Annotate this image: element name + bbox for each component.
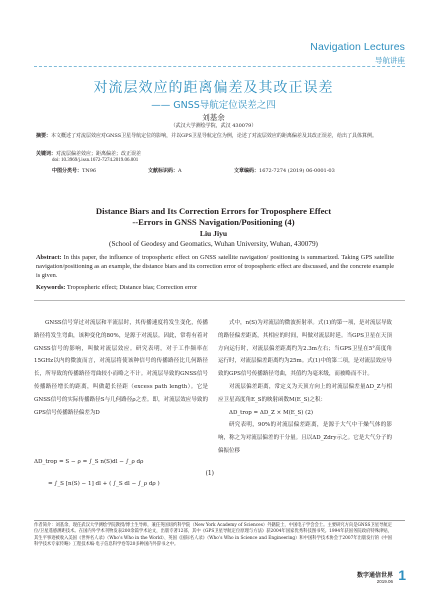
clc-label: 中图分类号： <box>52 168 83 174</box>
keywords-en-label: Keywords: <box>36 284 66 291</box>
abstract-en-text: In this paper, the influence of tropospheric effect on GNSS satellite navigation/ positioning is summarized. Taking GPS satellite navigation/positioning as an example, the distance biars and its correction error of tropospheric effect are discussed, and the concrete example is given. <box>36 254 394 279</box>
clc-value: TN96 <box>82 168 97 174</box>
equation-1-line-1: ΔD_trop = S − ρ = ∫_S n(S)dl − ∫_ρ dρ <box>34 459 144 465</box>
keywords-en-text: Tropospheric effect; Distance bias; Correction error <box>65 284 198 291</box>
keywords-cn-text: 对流层偏差效应；距离偏差；改正误差 <box>56 150 142 157</box>
body-paragraph: GNSS信号穿过对流层和平流层时，其传播速度将发生变化，传播路径将发生弯曲，该种变化的80%，是源于对流层。因此，常将有着对GNSS信号的影响，叫做对流层效应。研究表明，对于工作频率在15GHz以内的微波而言，对流层将使该种信号的传播路径比几何路径长，所导致的传播路径弯曲较小而略之不计。对流层导致的GNSS信号传播路径增长的距离，叫做超长径距（excess path length）。它是GNSS信号的实际传播路径S与几何路径ρ之差。即，对流层效应导致的GPS信号传播路径偏差为D <box>34 320 208 416</box>
body-paragraph: 式中，n(S)为对流层的微波折射率。式(1)的第一项，是对流层导致的路径偏差距离，其相应的时间，叫做对流层时延。当GPS卫星在天顶方向运行时，对流层偏差距离约为2.3m左右；当GPS卫星在5°高度角运行时，对流层偏差距离约为25m。式(1)中的第二项，是对流层效应导致的GPS信号传播路径弯曲，其值约为毫米级，而被略而不计。 <box>218 320 393 378</box>
doc-code-value: A <box>178 168 182 174</box>
equation-2: ΔD_trop = ΔD_Z × M(E_S) (2) <box>229 409 313 416</box>
article-no-value: 1672-7274 (2019) 06-0001-03 <box>259 168 335 174</box>
header-section-en: Navigation Lectures <box>310 41 405 53</box>
footer-issue-date: 2019.06 <box>376 579 393 584</box>
abstract-cn-label: 摘要： <box>36 133 52 139</box>
clc-number <box>52 167 96 174</box>
author-footnote: 作者简介：刘基余，现任武汉大学测绘学院教授/博士生导师，兼任英国纽约科学院（New York Academy of Sciences）外籍院士，中国电子学会会士。主要研究方向是GNSS卫星导航定位/卫星遥感测距技术。在国内外学术刊物发表200余篇学术论文，出版专著12部，其中《GPS卫星导航定位原理与方法》获2004年国家优秀科技图书奖。1994年获国务院政府特殊津贴，其生平事迹被收入美国《世界名人录》（Who’s Who in the World）、英国《国际名人录》（Who’s Who in Science and Engineering）和中国科学技术协会于2007年出版发行的《中国科学技术专家传略》工程技术编·电子信息科学卷等20多种国内外辞书之中。 <box>34 523 392 547</box>
title-cn: 对流层效应的距离偏差及其改正误差 <box>93 80 334 96</box>
article-number <box>234 167 335 174</box>
keywords-cn <box>36 150 141 157</box>
abstract-en-label: Abstract: <box>36 254 62 261</box>
body-left-column <box>34 317 208 419</box>
abstract-en <box>36 254 394 280</box>
document-code <box>148 167 182 174</box>
keywords-en <box>36 284 197 291</box>
author-cn: 刘基余 <box>202 113 225 122</box>
title-en: Distance Biars and Its Correction Errors for Troposphere Effect <box>95 206 332 216</box>
body-right-column <box>218 317 392 458</box>
equation-1-number: (1) <box>205 470 214 477</box>
article-no-label: 文章编码： <box>234 168 260 174</box>
header-rule <box>34 66 405 67</box>
header-section-cn: 导航讲座 <box>375 56 405 65</box>
body-paragraph: 研究表明，90%的对流层偏差距离，是源于大气中干燥气体的影响，称之为对流层偏差的干分量。且以ΔD_Zdry示之。它是大气分子的偏振位移 <box>218 422 392 454</box>
author-en: Liu Jiyu <box>199 229 228 238</box>
section-divider <box>34 300 405 301</box>
abstract-cn-text: 本文概述了对流层效应对GNSS卫星导航定位的影响，并以GPS卫星导航定位为例，论述了对流层效应的距离偏差及其改正误差，给出了具体算例。 <box>51 133 377 139</box>
doc-code-label: 文献标识码： <box>148 168 179 174</box>
subtitle-cn: —— GNSS导航定位误差之四 <box>151 100 276 111</box>
abstract-cn <box>36 132 392 140</box>
doi[interactable]: doi: 10.3969/j.issn.1672-7274.2019.06.001 <box>52 158 139 163</box>
affiliation-cn: （武汉大学测绘学院，武汉 430079） <box>170 123 257 129</box>
affiliation-en: (School of Geodesy and Geomatics, Wuhan University, Wuhan, 430079) <box>109 240 318 248</box>
body-paragraph: 对流层偏差距离，常定义为天顶方向上的对流层偏差量ΔD_Z与相应卫星高度角E_S的映射函数M(E_S)之积： <box>218 383 392 403</box>
footnote-rule <box>34 520 405 521</box>
keywords-cn-label: 关键词： <box>36 150 57 157</box>
page-number: 1 <box>398 567 406 583</box>
subtitle-en: --Errors in GNSS Navigation/Positioning (4) <box>132 217 295 227</box>
equation-1-line-2: = ∫_S [n(S) − 1] dl + ( ∫_S dl − ∫_ρ dρ ) <box>48 481 160 487</box>
footer-journal-name: 数字通信世界 <box>356 572 393 579</box>
